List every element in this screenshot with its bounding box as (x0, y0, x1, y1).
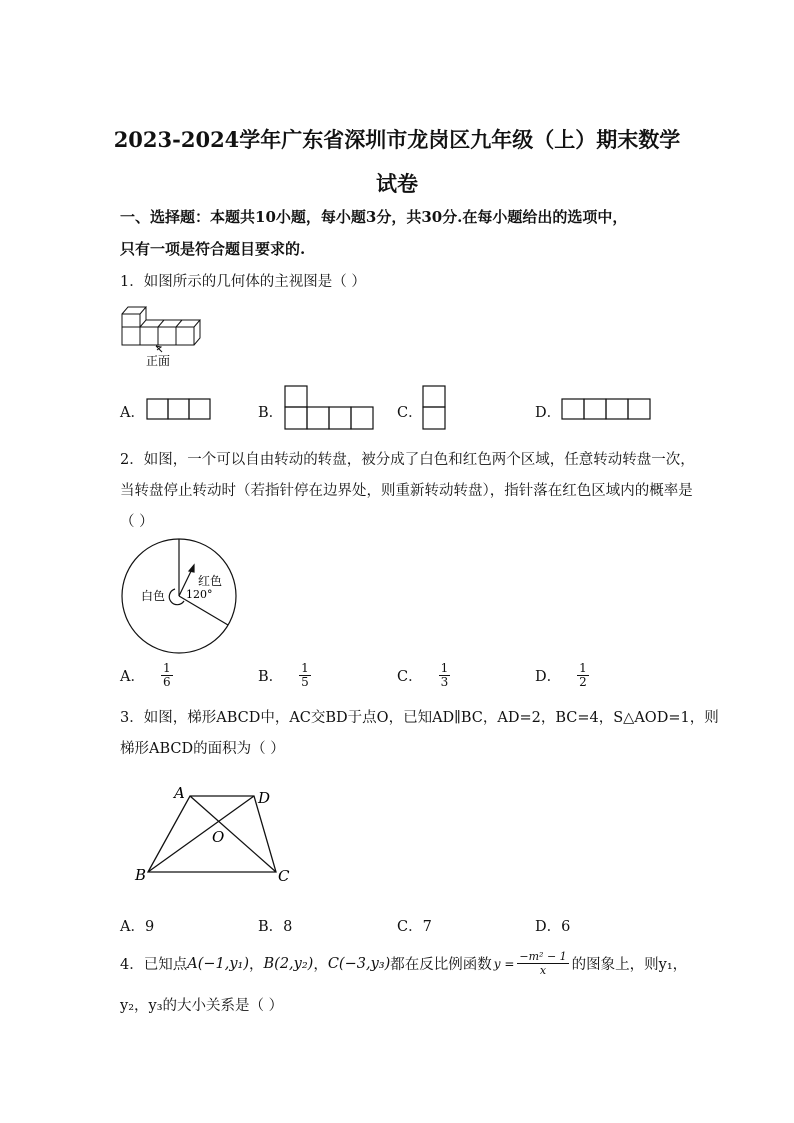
q4-point-c: C(−3,y₃) (327, 955, 391, 972)
q3-point-a: A (174, 784, 185, 802)
q1-option-c-label: C． (397, 405, 423, 421)
q2-option-d-fraction: $\frac{1}{2}$ (579, 661, 587, 689)
q4-suffix: 的图象上，则y₁， (571, 957, 688, 973)
q2-red-label: 红色 (198, 574, 223, 588)
q2-spinner-figure (118, 536, 242, 656)
q2-angle-label: 120° (186, 588, 213, 601)
q1-option-a-label: A． (120, 405, 145, 421)
q2-option-d[interactable] (535, 662, 589, 689)
question-3-line2: 梯形ABCD的面积为（ ） (120, 741, 285, 757)
q4-prefix: 4．已知点 (120, 957, 188, 973)
q3-option-b[interactable]: B．8 (258, 919, 293, 935)
q2-option-b-fraction: $\frac{1}{5}$ (301, 661, 309, 689)
q2-option-a[interactable] (120, 662, 173, 689)
question-4-line2: y₂，y₃的大小关系是（ ） (120, 998, 284, 1014)
q1-front-label: 正面 (146, 354, 171, 368)
q4-function-fraction: $\frac{\text{−m² − 1}}{x}$ (519, 950, 567, 977)
q2-white-label: 白色 (141, 589, 166, 603)
q2-option-a-label: A． (120, 669, 145, 685)
q2-option-c-fraction: $\frac{1}{3}$ (440, 661, 449, 689)
q1-solid-figure (118, 300, 213, 375)
q2-option-a-fraction: $\frac{1}{6}$ (162, 661, 171, 689)
q2-option-d-label: D． (535, 669, 562, 685)
question-4-line1: 4．已知点 A(−1,y₁) ， B(2,y₂) ， C(−3,y₃) 都在反比例函数 y = $\frac{\text{−m² − 1}}{x}$ 的图象上，则y₁， (120, 950, 688, 977)
section-heading-line1: 一、选择题：本题共10小题，每小题3分，共30分.在每小题给出的选项中， (120, 208, 628, 226)
q4-point-a: A(−1,y₁) (187, 955, 250, 972)
q1-option-b-figure[interactable] (284, 385, 376, 431)
q1-option-c-figure[interactable] (422, 385, 448, 431)
q1-option-a-figure[interactable] (146, 398, 214, 422)
q2-option-b-label: B． (258, 669, 284, 685)
q1-option-b-label: B． (258, 405, 284, 421)
section-heading-line2: 只有一项是符合题目要求的. (120, 240, 306, 258)
q3-point-b: B (135, 866, 147, 884)
q4-mid: 都在反比例函数 (390, 957, 492, 973)
q3-option-a[interactable]: A．9 (120, 919, 155, 935)
q3-point-d: D (258, 789, 271, 807)
q2-option-c[interactable] (397, 662, 450, 689)
question-2-line2: 当转盘停止转动时（若指针停在边界处，则重新转动转盘），指针落在红色区域内的概率是 (120, 483, 693, 499)
q1-option-d-figure[interactable] (561, 398, 653, 422)
question-3-line1: 3．如图，梯形ABCD中，AC交BD于点O，已知AD∥BC，AD=2，BC=4，S△AOD=1，则 (120, 710, 719, 726)
q3-point-c: C (278, 867, 290, 885)
q3-point-o: O (212, 828, 225, 846)
exam-title-line2: 试卷 (376, 171, 418, 196)
question-2-line3: （ ） (120, 514, 154, 530)
q3-option-d[interactable]: D．6 (535, 919, 571, 935)
q3-option-c[interactable]: C．7 (397, 919, 432, 935)
q4-function-lhs: y = (493, 956, 515, 971)
question-1-text: 1．如图所示的几何体的主视图是（ ） (120, 274, 366, 290)
q3-trapezoid-figure (130, 782, 300, 886)
q2-option-b[interactable] (258, 662, 311, 689)
exam-title-line1: 2023-2024学年广东省深圳市龙岗区九年级（上）期末数学 (113, 127, 681, 152)
q2-option-c-label: C． (397, 669, 423, 685)
question-2-line1: 2．如图，一个可以自由转动的转盘，被分成了白色和红色两个区域，任意转动转盘一次， (120, 452, 695, 468)
q4-point-b: B(2,y₂) (263, 955, 314, 972)
q1-option-d-label: D． (535, 405, 562, 421)
